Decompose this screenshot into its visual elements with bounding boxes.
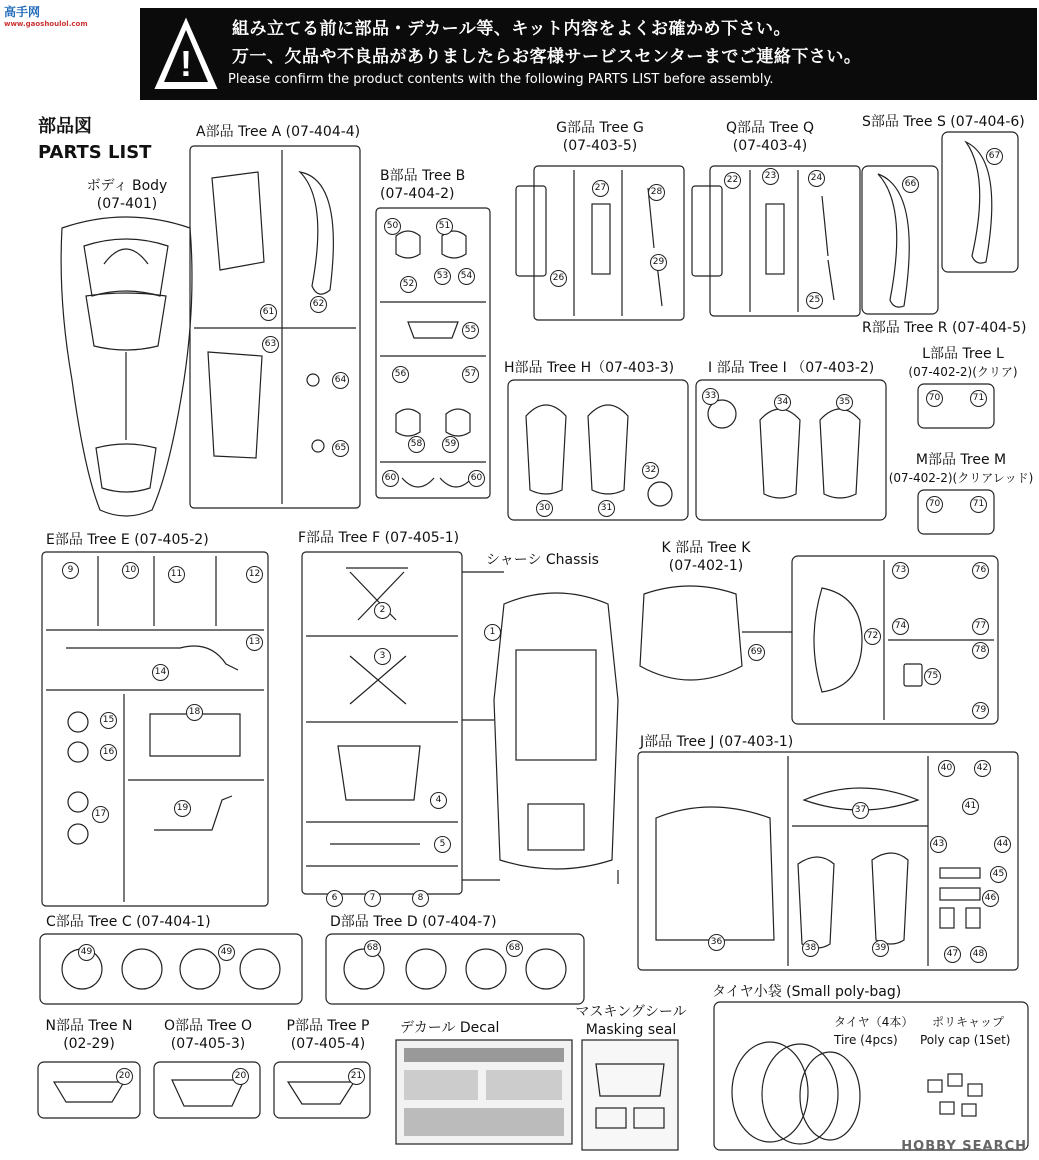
- part-number: 68: [506, 940, 523, 957]
- label-tree-k-1: K 部品 Tree K: [661, 540, 751, 556]
- part-number: 17: [92, 806, 109, 823]
- parts-list-title-en: PARTS LIST: [38, 142, 152, 163]
- part-number: 27: [592, 180, 609, 197]
- label-tree-l-1: L部品 Tree L: [922, 346, 1004, 362]
- site-logo-name: 高手网: [4, 5, 41, 19]
- tree-i-sprue: [696, 380, 886, 520]
- label-tree-o-1: O部品 Tree O: [163, 1018, 253, 1034]
- part-number: 70: [926, 496, 943, 513]
- tree-e-sprue: [42, 552, 268, 906]
- part-number: 58: [408, 436, 425, 453]
- label-tree-o-2: (07-405-3): [170, 1036, 246, 1052]
- tree-n-o-p-sprue: [38, 1062, 370, 1118]
- tire-label-ja: タイヤ（4本）: [834, 1015, 914, 1029]
- label-tree-m-1: M部品 Tree M: [915, 452, 1007, 468]
- polycap-label-ja: ポリキャップ: [932, 1015, 1005, 1029]
- part-number: 1: [484, 624, 501, 641]
- part-number: 71: [970, 496, 987, 513]
- notice-line-1: 組み立てる前に部品・デカール等、キット内容をよくお確かめ下さい。: [232, 19, 791, 39]
- part-number: 67: [986, 148, 1003, 165]
- part-number: 68: [364, 940, 381, 957]
- part-number: 4: [430, 792, 447, 809]
- part-number: 72: [864, 628, 881, 645]
- part-number: 44: [994, 836, 1011, 853]
- site-logo-domain: www.gaoshoulol.com: [4, 20, 88, 28]
- part-number: 49: [78, 944, 95, 961]
- label-tree-e: E部品 Tree E (07-405-2): [46, 532, 209, 548]
- label-tree-s: S部品 Tree S (07-404-6): [862, 114, 1025, 130]
- label-tree-h: H部品 Tree H（07-403-3): [504, 360, 675, 376]
- part-number: 53: [434, 268, 451, 285]
- part-number: 26: [550, 270, 567, 287]
- part-number: 56: [392, 366, 409, 383]
- tree-q-sprue: [692, 166, 860, 316]
- label-tree-a: A部品 Tree A (07-404-4): [196, 124, 361, 140]
- part-number: 50: [384, 218, 401, 235]
- tree-j-sprue: [638, 752, 1018, 970]
- part-number: 9: [62, 562, 79, 579]
- notice-line-2: 万一、欠品や不良品がありましたらお客様サービスセンターまでご連絡下さい。: [232, 47, 862, 67]
- part-number: 77: [972, 618, 989, 635]
- label-tree-g-1: G部品 Tree G: [556, 120, 644, 136]
- part-number: 76: [972, 562, 989, 579]
- part-number: 73: [892, 562, 909, 579]
- part-number: 62: [310, 296, 327, 313]
- part-number: 35: [836, 394, 853, 411]
- label-decal: デカール Decal: [400, 1020, 500, 1036]
- tree-k-sprue: [640, 556, 998, 724]
- part-number: 31: [598, 500, 615, 517]
- part-number: 33: [702, 388, 719, 405]
- part-number: 20: [116, 1068, 133, 1085]
- label-body-2: (07-401): [96, 196, 158, 212]
- label-tree-q-1: Q部品 Tree Q: [725, 120, 815, 136]
- masking-seal-sheet: [582, 1040, 678, 1150]
- part-number: 41: [962, 798, 979, 815]
- part-number: 40: [938, 760, 955, 777]
- part-number: 78: [972, 642, 989, 659]
- part-number: 5: [434, 836, 451, 853]
- part-number: 57: [462, 366, 479, 383]
- label-tree-k-2: (07-402-1): [668, 558, 744, 574]
- part-number: 66: [902, 176, 919, 193]
- tire-label-en: Tire (4pcs): [834, 1033, 898, 1047]
- part-number: 10: [122, 562, 139, 579]
- tree-h-sprue: [508, 380, 688, 520]
- part-number: 2: [374, 602, 391, 619]
- part-number: 28: [648, 184, 665, 201]
- part-number: 30: [536, 500, 553, 517]
- part-number: 11: [168, 566, 185, 583]
- part-number: 34: [774, 394, 791, 411]
- part-number: 13: [246, 634, 263, 651]
- part-number: 75: [924, 668, 941, 685]
- part-number: 60: [468, 470, 485, 487]
- part-number: 18: [186, 704, 203, 721]
- part-number: 43: [930, 836, 947, 853]
- part-number: 45: [990, 866, 1007, 883]
- part-number: 71: [970, 390, 987, 407]
- notice-line-3: Please confirm the product contents with the following PARTS LIST before assembly.: [228, 72, 774, 87]
- part-number: 46: [982, 890, 999, 907]
- label-tree-b-2: (07-404-2): [380, 186, 455, 202]
- part-number: 59: [442, 436, 459, 453]
- part-number: 55: [462, 322, 479, 339]
- part-number: 7: [364, 890, 381, 907]
- label-chassis: シャーシ Chassis: [486, 552, 599, 568]
- label-tree-n-1: N部品 Tree N: [45, 1018, 133, 1034]
- part-number: 49: [218, 944, 235, 961]
- part-number: 14: [152, 664, 169, 681]
- part-number: 6: [326, 890, 343, 907]
- part-number: 15: [100, 712, 117, 729]
- part-number: 64: [332, 372, 349, 389]
- label-tree-c: C部品 Tree C (07-404-1): [46, 914, 211, 930]
- label-tree-l-2: (07-402-2)(クリア): [908, 365, 1018, 379]
- part-number: 39: [872, 940, 889, 957]
- label-tree-r: R部品 Tree R (07-404-5): [862, 320, 1027, 336]
- label-tree-b-1: B部品 Tree B: [380, 168, 466, 184]
- part-number: 52: [400, 276, 417, 293]
- part-number: 79: [972, 702, 989, 719]
- part-number: 42: [974, 760, 991, 777]
- part-number: 65: [332, 440, 349, 457]
- part-number: 74: [892, 618, 909, 635]
- label-tree-n-2: (02-29): [63, 1036, 115, 1052]
- part-number: 21: [348, 1068, 365, 1085]
- part-number: 22: [724, 172, 741, 189]
- part-number: 36: [708, 934, 725, 951]
- polycap-label-en: Poly cap (1Set): [920, 1033, 1011, 1047]
- part-number: 48: [970, 946, 987, 963]
- label-polybag: タイヤ小袋 (Small poly-bag): [712, 984, 902, 1000]
- car-body-illustration: [61, 217, 192, 516]
- part-number: 3: [374, 648, 391, 665]
- part-number: 32: [642, 462, 659, 479]
- part-number: 61: [260, 304, 277, 321]
- part-number: 54: [458, 268, 475, 285]
- part-number: 16: [100, 744, 117, 761]
- part-number: 29: [650, 254, 667, 271]
- part-number: 23: [762, 168, 779, 185]
- part-number: 25: [806, 292, 823, 309]
- label-tree-p-1: P部品 Tree P: [286, 1018, 370, 1034]
- part-number: 37: [852, 802, 869, 819]
- part-number: 8: [412, 890, 429, 907]
- label-body-1: ボディ Body: [86, 178, 168, 194]
- label-tree-i: I 部品 Tree I （07-403-2): [708, 360, 875, 376]
- part-number: 19: [174, 800, 191, 817]
- tree-c-sprue: [40, 934, 302, 1004]
- warning-mark: !: [180, 43, 192, 84]
- tree-b-sprue: [376, 208, 490, 498]
- label-tree-m-2: (07-402-2)(クリアレッド): [888, 471, 1034, 485]
- chassis-illustration: [462, 572, 618, 884]
- part-number: 47: [944, 946, 961, 963]
- hobby-search-watermark: HOBBY SEARCH: [901, 1139, 1027, 1154]
- part-number: 63: [262, 336, 279, 353]
- part-number: 60: [382, 470, 399, 487]
- label-tree-j: J部品 Tree J (07-403-1): [640, 734, 794, 750]
- label-tree-g-2: (07-403-5): [562, 138, 638, 154]
- parts-list-title-ja: 部品図: [38, 116, 92, 137]
- part-number: 24: [808, 170, 825, 187]
- label-tree-p-2: (07-405-4): [290, 1036, 366, 1052]
- part-number: 38: [802, 940, 819, 957]
- part-number: 70: [926, 390, 943, 407]
- label-masking-1: マスキングシール: [575, 1004, 687, 1020]
- label-tree-d: D部品 Tree D (07-404-7): [330, 914, 497, 930]
- decal-sheet: [396, 1040, 572, 1144]
- part-number: 69: [748, 644, 765, 661]
- part-number: 12: [246, 566, 263, 583]
- label-tree-q-2: (07-403-4): [732, 138, 808, 154]
- part-number: 20: [232, 1068, 249, 1085]
- part-number: 51: [436, 218, 453, 235]
- label-masking-2: Masking seal: [585, 1022, 677, 1038]
- label-tree-f: F部品 Tree F (07-405-1): [298, 530, 460, 546]
